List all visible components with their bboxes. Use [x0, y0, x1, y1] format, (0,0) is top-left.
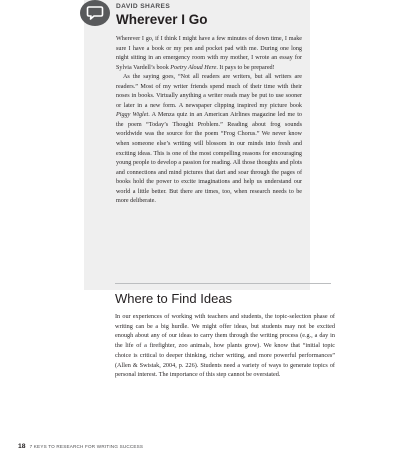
sidebar-paragraph: [116, 35, 302, 73]
speech-bubble-icon: [80, 0, 110, 26]
sidebar-body: [116, 35, 302, 207]
text-run: Wherever I go, if I think I might have a few minutes of down time, I make sure I have a book or my pen and pocket pad with me. During one long night sitting in an emergency room with my mother, I wrote an essay for Sylvia Vardell’s book: [116, 36, 302, 71]
text-run: In our experiences of working with teachers and students, the topic-selection phase of writing can be a big hurdle. We might offer ideas, but students may not be excited enough about any of our ideas to carry them through the writing process (e.g., a day in the life of a firefighter, zoo animals, how plants grow). We know that “initial topic choice is critical to deeper thinking, richer writing, and more powerful performances” (Allen & Swistak, 2004, p. 226). Students need a variety of ways to generate topics of personal interest. The importance of this step cannot be overstated.: [115, 313, 335, 379]
text-run: . It pays to be prepared!: [216, 64, 275, 71]
text-run: As the saying goes, “Not all readers are writers, but all writers are readers.” Most of my writer friends spend much of their time with their noses in books. Virtually anything a writer reads may be put to use sooner or later in a new form. A newspaper clipping inspired my picture book: [116, 74, 302, 109]
text-run: . A Menza quiz in an American Airlines magazine led me to the poem “Today’s Thought Problem.” Reading about frog sounds worldwide was the source for the poem “Frog Chorus.” We never know when someone else’s writing will blossom in our minds into fresh and exciting ideas. This is one of the most compelling reasons for encouraging young people to develop a passion for reading. All those thoughts and plots and connections and mind pictures that dart and soar through the pages of books hold the power to excite imaginations and help us understand our world a little better. But there are times, too, when research needs to be more deliberate.: [116, 112, 302, 205]
speech-bubble-glyph: [86, 5, 104, 21]
sidebar-paragraph: [116, 73, 302, 207]
sidebar-title: Wherever I Go: [116, 12, 208, 27]
page-footer: [18, 435, 143, 453]
section-divider: [115, 283, 331, 284]
sidebar-kicker: DAVID SHARES: [116, 3, 171, 10]
section-heading: Where to Find Ideas: [115, 291, 233, 306]
book-title: Poetry Aloud Here: [170, 64, 217, 71]
page-number: 18: [18, 443, 26, 450]
section-body: [115, 312, 335, 380]
book-title: Piggy Wiglet: [116, 112, 149, 119]
body-paragraph: [115, 312, 335, 380]
running-head: 7 KEYS TO RESEARCH FOR WRITING SUCCESS: [29, 444, 144, 449]
